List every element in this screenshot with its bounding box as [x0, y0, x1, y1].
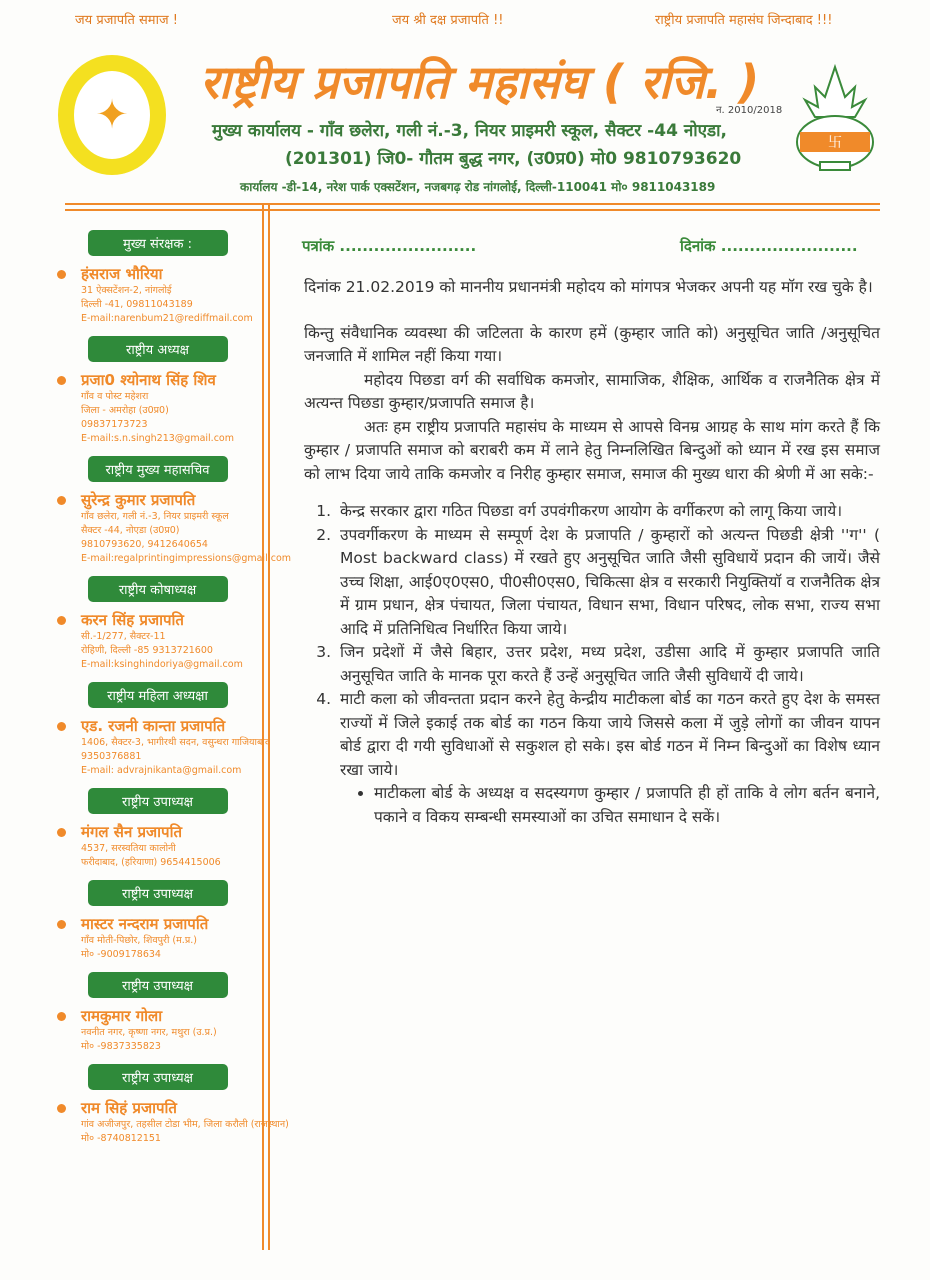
list-item: 4. माटी कला को जीवन्तता प्रदान करने हेतु केन्द्रीय माटीकला बोर्ड का गठन करते हुए देश के समस्त राज्यों में जिले इकाई तक बोर्ड का गठन किया जाये जिससे कला में जुड़े लोगों का जीवन यापन बोर्ड द्वारा दी गयी सुविधाओं से सकुशल हो सके। इस बोर्ड गठन में निम्न बिन्दुओं का विशेष ध्यान रखा जाये।: [336, 688, 880, 782]
office-bearer: [55, 972, 260, 1054]
svg-text:卐: 卐: [828, 135, 842, 151]
bearer-name: एड. रजनी कान्ता प्रजापति: [55, 716, 260, 736]
divider: [65, 209, 880, 211]
bearer-name: राम सिहं प्रजापति: [55, 1098, 260, 1118]
office-bearer: [55, 456, 292, 566]
list-item: • माटीकला बोर्ड के अध्यक्ष व सदस्यगण कुम्हार / प्रजापति ही हों ताकि वे लोग बर्तन बनाने, पकाने व विकय सम्बन्धी समस्याओं का उचित समाधान दे सकें।: [374, 782, 880, 829]
vertical-divider: [268, 205, 270, 1250]
role-badge: राष्ट्रीय अध्यक्ष: [88, 336, 228, 362]
letter-body: [304, 276, 880, 829]
bearer-name: रामकुमार गोला: [55, 1006, 260, 1026]
kalash-icon: [790, 62, 880, 172]
bearer-name: हंसराज भौरिया: [55, 264, 260, 284]
organization-title: राष्ट्रीय प्रजापति महासंघ ( रजि. ): [200, 55, 760, 109]
head-office-address-2: (201301) जि0- गौतम बुद्ध नगर, (उ0प्र0) मो0 9810793620: [285, 149, 742, 169]
role-badge: राष्ट्रीय उपाध्यक्ष: [88, 1064, 228, 1090]
role-badge: मुख्य संरक्षक :: [88, 230, 228, 256]
role-badge: राष्ट्रीय उपाध्यक्ष: [88, 880, 228, 906]
bearer-detail: फरीदाबाद, (हरियाणा) 9654415006: [81, 857, 221, 868]
organization-logo: [58, 55, 166, 175]
head-office-address: मुख्य कार्यालय - गाँव छलेरा, गली नं.-3, नियर प्राइमरी स्कूल, सैक्टर -44 नोएडा,: [212, 121, 728, 141]
role-badge: राष्ट्रीय मुख्य महासचिव: [88, 456, 228, 482]
bearer-detail: सी.-1/277, सैक्टर-11: [81, 631, 166, 642]
bearer-detail: गाँव छलेरा, गली नं.-3, नियर प्राइमरी स्कूल: [81, 511, 229, 522]
role-badge: राष्ट्रीय महिला अध्यक्षा: [88, 682, 228, 708]
india-map-icon: ✦: [74, 71, 150, 159]
bearer-detail: E-mail:ksinghindoriya@gmail.com: [81, 659, 243, 670]
slogan-center: जय श्री दक्ष प्रजापति !!: [392, 13, 504, 28]
bearer-detail: नवनीत नगर, कृष्णा नगर, मथुरा (उ.प्र.): [81, 1027, 217, 1038]
list-item: 1. केन्द्र सरकार द्वारा गठित पिछडा वर्ग उपवंगीकरण आयोग के वर्गीकरण को लागू किया जाये।: [336, 500, 880, 524]
bearer-detail: गाँव व पोस्ट महेशरा: [81, 391, 149, 402]
slogan-right: राष्ट्रीय प्रजापति महासंघ जिन्दाबाद !!!: [655, 13, 833, 28]
bearer-detail: 1406, सैक्टर-3, भागीरथी सदन, वसुन्धरा गाजियाबाद: [81, 737, 270, 748]
bearer-detail: E-mail: advrajnikanta@gmail.com: [81, 765, 242, 776]
bearer-detail: मो० -9009178634: [81, 949, 161, 960]
list-item: 3. जिन प्रदेशों में जैसे बिहार, उत्तर प्रदेश, मध्य प्रदेश, उडीसा आदि में कुम्हार प्रजापति जाति अनुसूचित जाति के मानक पूरा करते हैं उन्हें अनुसूचित जाति जैसी सुविधायें दी जाये।: [336, 641, 880, 688]
office-bearer: [55, 336, 260, 446]
bearer-detail: दिल्ली -41, 09811043189: [81, 299, 193, 310]
bearer-detail: 09837173723: [81, 419, 148, 430]
divider: [65, 203, 880, 205]
office-bearer: [55, 880, 260, 962]
office-bearer: [55, 1064, 289, 1146]
bearer-detail: सैक्टर -44, नोएडा (उ0प्र0): [81, 525, 180, 536]
bearer-detail: मो० -8740812151: [81, 1133, 161, 1144]
bearer-detail: 9810793620, 9412640654: [81, 539, 208, 550]
bearer-detail: गाँव मोती-पिछोर, शिवपुरी (म.प्र.): [81, 935, 197, 946]
bearer-detail: E-mail:s.n.singh213@gmail.com: [81, 433, 234, 444]
bearer-detail: मो० -9837335823: [81, 1041, 161, 1052]
bearer-name: सुरेन्द्र कुमार प्रजापति: [55, 490, 260, 510]
list-item: 2. उपवर्गीकरण के माध्यम से सम्पूर्ण देश के प्रजापति / कुम्हारों को अत्यन्त पिछडी क्षेत्री ''ग'' ( Most backward class) में रखते हुए अनुसूचित जाति जैसी सुविधायें प्रदान की जायें। जैसे उच्च शिक्षा, आई0ए0एस0, पी0सी0एस0, चिकित्सा क्षेत्र व सरकारी नियुक्तियॉ व राजनैतिक क्षेत्र में ग्राम प्रधान, क्षेत्र पंचायत, जिला पंचायत, विधान सभा, विधान परिषद, लोक सभा, राज्य सभा आदि में प्रतिनिधित्व निर्धारित किया जाये।: [336, 524, 880, 642]
office-bearer: [55, 788, 260, 870]
office-bearer: [55, 230, 260, 326]
bearer-detail: गांव अजीजपुर, तहसील टोडा भीम, जिला करौली (राजस्थान): [81, 1119, 289, 1130]
bearer-detail: E-mail:narenbum21@rediffmail.com: [81, 313, 253, 324]
bearer-detail: 4537, सरस्वतिया कालोनी: [81, 843, 176, 854]
bearer-detail: E-mail:regalprintingimpressions@gmail.com: [81, 553, 292, 564]
office-bearer: [55, 682, 270, 778]
bearer-name: मास्टर नन्दराम प्रजापति: [55, 914, 260, 934]
registration-number: न. 2010/2018: [716, 105, 783, 116]
bearer-detail: 31 ऐक्सटेंशन-2, नांगलोई: [81, 285, 172, 296]
bearer-name: प्रजा0 श्योनाथ सिंह शिव: [55, 370, 260, 390]
demands-list: [304, 500, 880, 782]
reference-number: पत्रांक ........................: [302, 237, 477, 255]
office-bearers-sidebar: [55, 230, 292, 1156]
branch-office-address: कार्यालय -डी-14, नरेश पार्क एक्सटेंशन, नजबगढ़ रोड नांगलोई, दिल्ली-110041 मो० 9811043189: [240, 180, 716, 194]
sub-list: [304, 782, 880, 829]
paragraph: महोदय पिछडा वर्ग की सर्वाधिक कमजोर, सामाजिक, शैक्षिक, आर्थिक व राजनैतिक क्षेत्र में अत्यन्त पिछडा कुम्हार/प्रजापति समाज है।: [304, 370, 880, 412]
vertical-divider: [262, 205, 264, 1250]
role-badge: राष्ट्रीय कोषाध्यक्ष: [88, 576, 228, 602]
slogan-left: जय प्रजापति समाज !: [75, 13, 178, 28]
role-badge: राष्ट्रीय उपाध्यक्ष: [88, 788, 228, 814]
paragraph: किन्तु संवैधानिक व्यवस्था की जटिलता के कारण हमें (कुम्हार जाति को) अनुसूचित जाति /अनुसूचित जनजाति में शामिल नहीं किया गया।: [304, 323, 880, 365]
paragraph: अतः हम राष्ट्रीय प्रजापति महासंघ के माध्यम से आपसे विनम्र आग्रह के साथ मांग करते हैं कि कुम्हार / प्रजापति समाज को बराबरी कम में लाने हेतु निम्नलिखित बिन्दुओं को ध्यान में रख इस समाज को लाभ दिया जाये ताकि कमजोर व निरीह कुम्हार समाज, समाज की मुख्य धारा की श्रेणी में आ सके:-: [304, 417, 880, 483]
office-bearer: [55, 576, 260, 672]
bearer-name: करन सिंह प्रजापति: [55, 610, 260, 630]
role-badge: राष्ट्रीय उपाध्यक्ष: [88, 972, 228, 998]
paragraph: दिनांक 21.02.2019 को माननीय प्रधानमंत्री महोदय को मांगपत्र भेजकर अपनी यह मॉग रख चुके है।: [304, 278, 873, 296]
date-field: दिनांक ........................: [680, 237, 858, 255]
bearer-name: मंगल सैन प्रजापति: [55, 822, 260, 842]
bearer-detail: 9350376881: [81, 751, 142, 762]
bearer-detail: जिला - अमरोहा (उ0प्र0): [81, 405, 169, 416]
bearer-detail: रोहिणी, दिल्ली -85 9313721600: [81, 645, 213, 656]
